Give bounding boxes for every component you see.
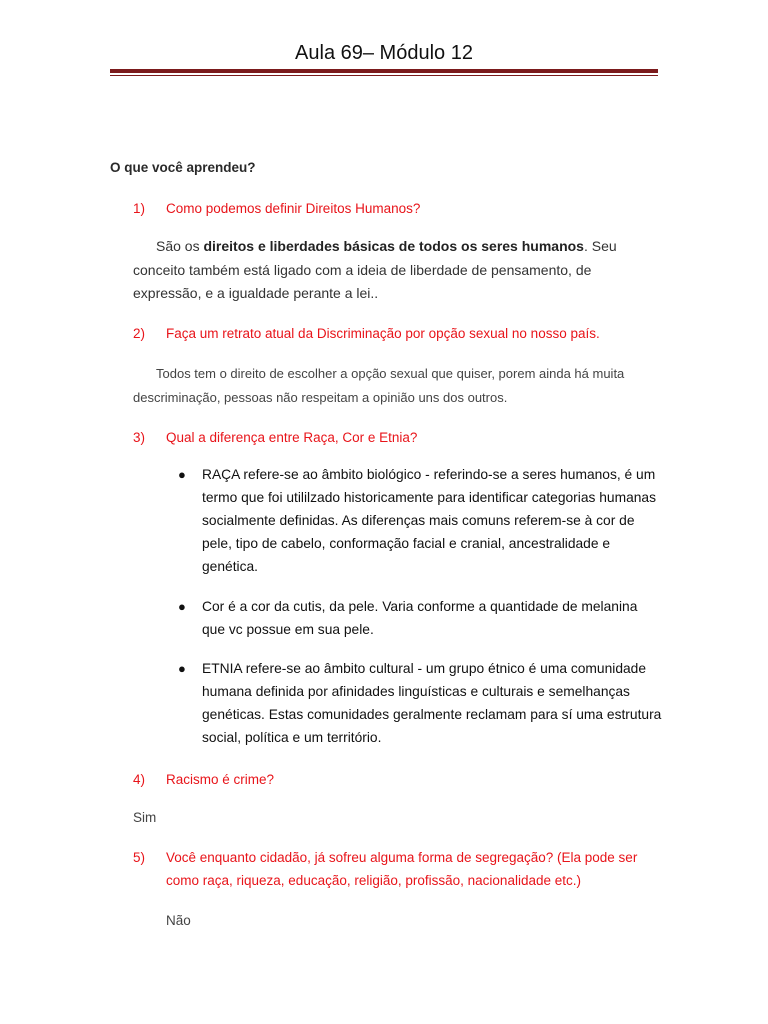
- question-text: Você enquanto cidadão, já sofreu alguma forma de segregação? (Ela pode ser como raça, riqueza, educação, religião, profissão, nacionalidade etc.): [166, 850, 638, 888]
- answer-1-prefix: São os: [156, 238, 204, 254]
- bullet-icon: ●: [178, 661, 186, 676]
- header-rule-thick: [110, 69, 658, 73]
- list-item-text: Cor é a cor da cutis, da pele. Varia conforme a quantidade de melanina que vc possue em sua pele.: [202, 599, 638, 637]
- question-text: Qual a diferença entre Raça, Cor e Etnia?: [166, 430, 418, 445]
- question-text: Faça um retrato atual da Discriminação por opção sexual no nosso país.: [166, 326, 600, 341]
- answer-1: [133, 235, 633, 306]
- list-item-text: RAÇA refere-se ao âmbito biológico - referindo-se a seres humanos, é um termo que foi utililzado historicamente para identificar categorias humanas socialmente definidas. As diferenças mais comuns referem-se à cor de pele, tipo de cabelo, conformação facial e cranial, ancestralidade e genética.: [202, 467, 657, 574]
- bullet-icon: ●: [178, 467, 186, 482]
- answer-4: Sim: [133, 810, 157, 825]
- question-number: 5): [133, 850, 146, 865]
- question-text: Racismo é crime?: [166, 772, 275, 787]
- answer-1-suffix: . Seu conceito também está ligado com a ideia de liberdade de pensamento, de expressão, e a igualdade perante a lei..: [133, 238, 617, 301]
- header-rule-thin: [110, 75, 658, 76]
- question-number: 1): [133, 201, 146, 216]
- question-text: Como podemos definir Direitos Humanos?: [166, 201, 421, 216]
- question-number: 4): [133, 772, 146, 787]
- bullet-icon: ●: [178, 599, 186, 614]
- answer-5: Não: [166, 913, 191, 928]
- page-title: Aula 69– Módulo 12: [295, 42, 473, 64]
- list-item-text: ETNIA refere-se ao âmbito cultural - um grupo étnico é uma comunidade humana definida por afinidades linguísticas e culturais e semelhanças genéticas. Estas comunidades geralmente reclamam para sí uma estrutura social, política e um território.: [202, 661, 662, 745]
- section-heading: O que você aprendeu?: [110, 160, 256, 175]
- question-number: 2): [133, 326, 146, 341]
- answer-1-bold: direitos e liberdades básicas de todos os seres humanos: [203, 238, 584, 254]
- answer-2: Todos tem o direito de escolher a opção sexual que quiser, porem ainda há muita descriminação, pessoas não respeitam a opinião uns dos outros.: [133, 366, 625, 405]
- question-number: 3): [133, 430, 146, 445]
